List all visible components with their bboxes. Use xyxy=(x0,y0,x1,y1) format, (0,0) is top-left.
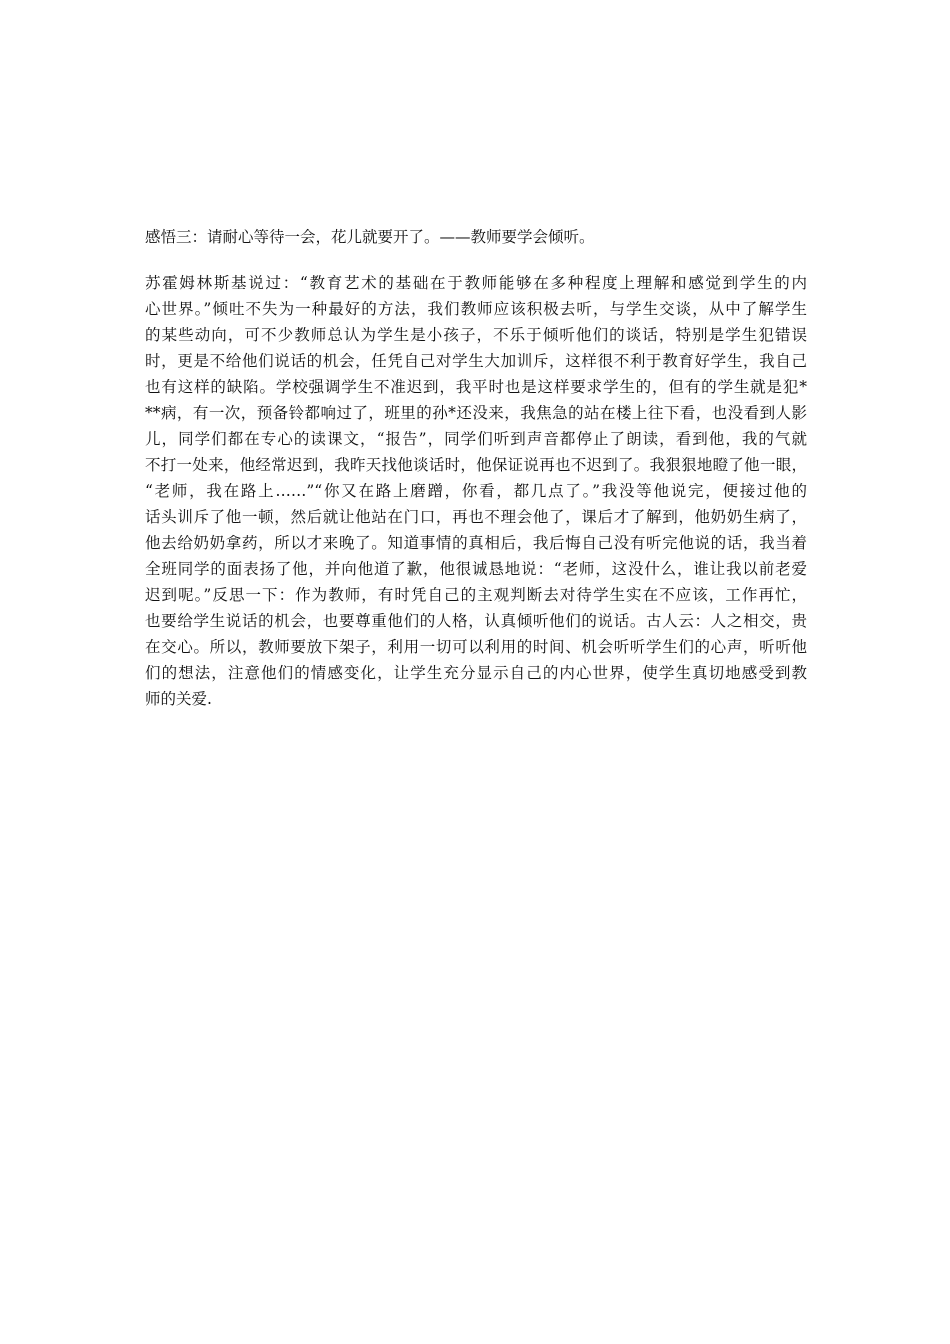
paragraph-line: 全班同学的面表扬了他，并向他道了歉，他很诚恳地说：“老师，这没什么，谁让我以前老爱 xyxy=(145,560,807,578)
paragraph-line: **病，有一次，预备铃都响过了，班里的孙*还没来，我焦急的站在楼上往下看，也没看到人影 xyxy=(145,404,807,422)
paragraph-line: 的某些动向，可不少教师总认为学生是小孩子，不乐于倾听他们的谈话，特别是学生犯错误 xyxy=(145,326,807,344)
paragraph-line: 话头训斥了他一顿，然后就让他站在门口，再也不理会他了，课后才了解到，他奶奶生病了， xyxy=(145,508,807,526)
paragraph-line: 苏霍姆林斯基说过：“教育艺术的基础在于教师能够在多种程度上理解和感觉到学生的内 xyxy=(145,274,807,292)
paragraph-line: 儿，同学们都在专心的读课文，“报告”，同学们听到声音都停止了朗读，看到他，我的气就 xyxy=(145,430,807,448)
paragraph-line: 时，更是不给他们说话的机会，任凭自己对学生大加训斥，这样很不利于教育好学生，我自己 xyxy=(145,352,807,370)
paragraph-line: 他去给奶奶拿药，所以才来晚了。知道事情的真相后，我后悔自己没有听完他说的话，我当着 xyxy=(145,534,807,552)
paragraph-line: 也有这样的缺陷。学校强调学生不准迟到，我平时也是这样要求学生的，但有的学生就是犯* xyxy=(145,378,807,396)
section-heading: 感悟三：请耐心等待一会，花儿就要开了。——教师要学会倾听。 xyxy=(145,228,595,246)
paragraph-line: 迟到呢。”反思一下：作为教师，有时凭自己的主观判断去对待学生实在不应该，工作再忙， xyxy=(145,586,807,604)
paragraph-line: 不打一处来，他经常迟到，我昨天找他谈话时，他保证说再也不迟到了。我狠狠地瞪了他一眼， xyxy=(145,456,807,474)
paragraph-line: 心世界。”倾吐不失为一种最好的方法，我们教师应该积极去听，与学生交谈，从中了解学生 xyxy=(145,300,807,318)
paragraph-line: “老师，我在路上……”“你又在路上磨蹭，你看，都几点了。”我没等他说完，便接过他的 xyxy=(145,482,807,500)
paragraph-line: 也要给学生说话的机会，也要尊重他们的人格，认真倾听他们的说话。古人云：人之相交，贵 xyxy=(145,612,807,630)
paragraph-line: 们的想法，注意他们的情感变化，让学生充分显示自己的内心世界，使学生真切地感受到教 xyxy=(145,664,807,682)
document-body xyxy=(145,224,807,712)
body-paragraph xyxy=(145,270,807,712)
paragraph-line: 在交心。所以，教师要放下架子，利用一切可以利用的时间、机会听听学生们的心声，听听他 xyxy=(145,638,807,656)
paragraph-line: 师的关爱. xyxy=(145,690,212,708)
